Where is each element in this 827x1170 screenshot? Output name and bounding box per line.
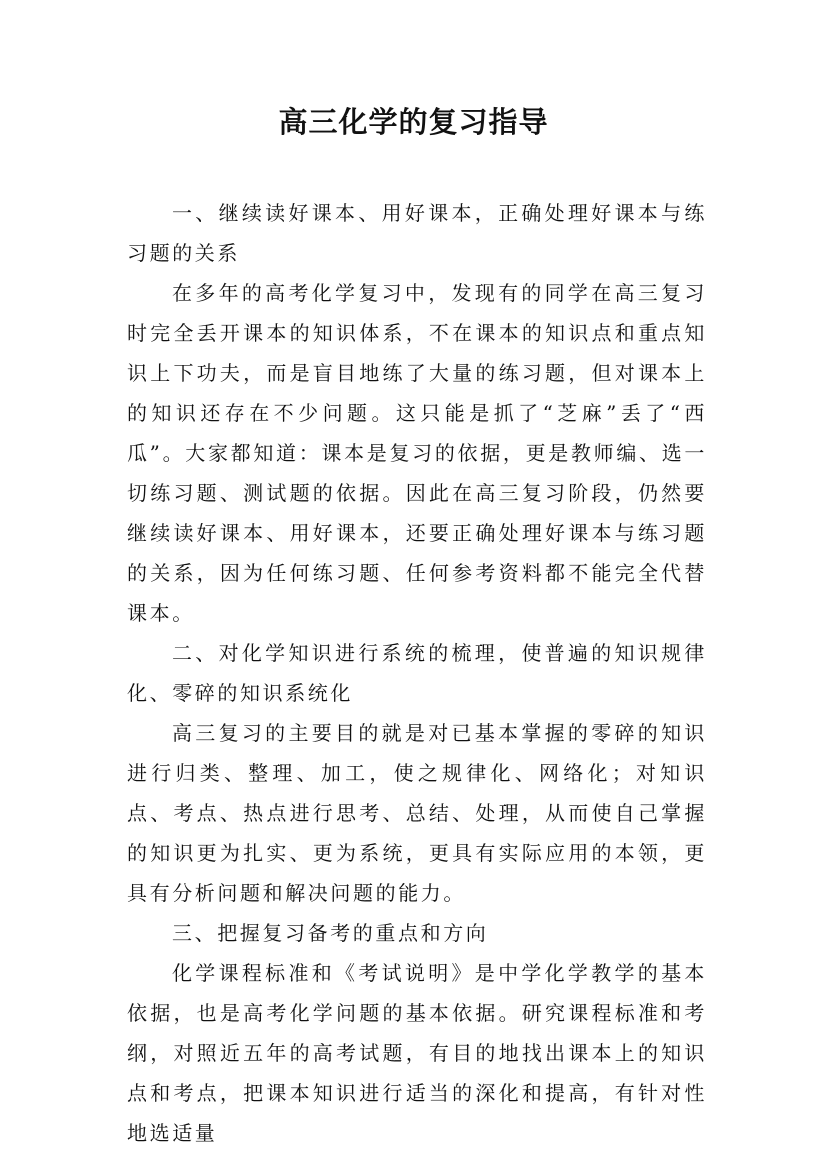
body-paragraph-1: 在多年的高考化学复习中，发现有的同学在高三复习时完全丢开课本的知识体系，不在课本的知识点和重点知识上下功夫，而是盲目地练了大量的练习题，但对课本上的知识还存在不少问题。这只能是抓了“芝麻”丢了“西瓜”。大家都知道：课本是复习的依据，更是教师编、选一切练习题、测试题的依据。因此在高三复习阶段，仍然要继续读好课本、用好课本，还要正确处理好课本与练习题的关系，因为任何练习题、任何参考资料都不能完全代替课本。 [127,281,707,625]
body-paragraph-2: 高三复习的主要目的就是对已基本掌握的零碎的知识进行归类、整理、加工，使之规律化、网络化；对知识点、考点、热点进行思考、总结、处理，从而使自己掌握的知识更为扎实、更为系统，更具有实际应用的本领，更具有分析问题和解决问题的能力。 [127,721,707,905]
section-heading-2: 二、对化学知识进行系统的梳理，使普遍的知识规律化、零碎的知识系统化 [127,641,707,705]
document-body [127,193,707,1153]
body-paragraph-3: 化学课程标准和《考试说明》是中学化学教学的基本依据，也是高考化学问题的基本依据。研究课程标准和考纲，对照近五年的高考试题，有目的地找出课本上的知识点和考点，把课本知识进行适当的深化和提高，有针对性地选适量 [127,961,707,1145]
document-title: 高三化学的复习指导 [278,105,549,139]
section-heading-1: 一、继续读好课本、用好课本，正确处理好课本与练习题的关系 [127,201,707,265]
section-heading-3: 三、把握复习备考的重点和方向 [172,921,489,945]
